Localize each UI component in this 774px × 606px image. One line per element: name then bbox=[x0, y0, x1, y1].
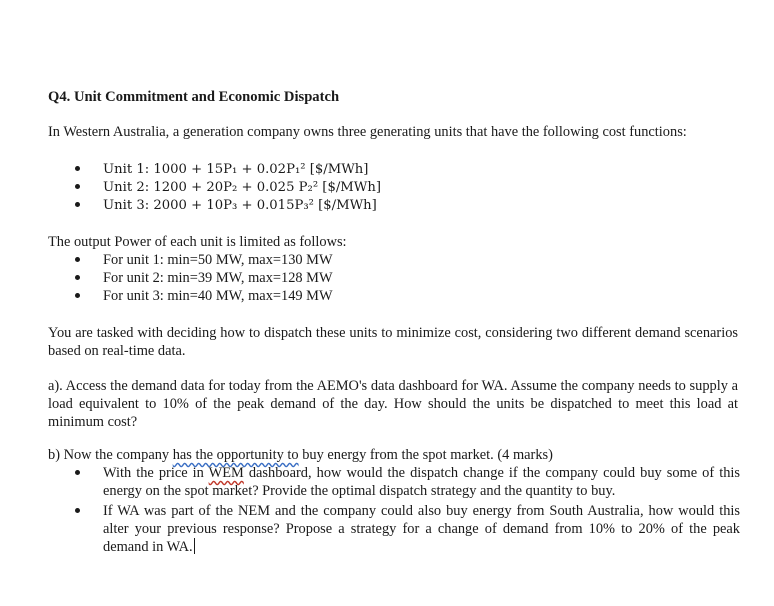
bullet-icon bbox=[75, 202, 80, 207]
cost-function-unit-2: Unit 2: 1200 + 20P₂ + 0.025 P₂² [$/MWh] bbox=[103, 180, 381, 195]
list-item bbox=[0, 160, 743, 178]
bullet-icon bbox=[75, 293, 80, 298]
list-item bbox=[0, 287, 743, 305]
spelling-flag: WEM bbox=[208, 465, 244, 481]
list-item: With the price in WEM dashboard, how would the dispatch change if the company could buy some of this energy on the spot market? Provide the optimal dispatch strategy and the quantity to buy. bbox=[0, 464, 743, 500]
limit-unit-2: For unit 2: min=39 MW, max=128 MW bbox=[103, 270, 333, 286]
bullet-icon bbox=[75, 184, 80, 189]
bullet-icon bbox=[75, 257, 80, 262]
cost-function-unit-1: Unit 1: 1000 + 15P₁ + 0.02P₁² [$/MWh] bbox=[103, 162, 369, 177]
task-paragraph: You are tasked with deciding how to dispatch these units to minimize cost, considering two different demand scenarios based on real-time data. bbox=[48, 325, 738, 359]
cost-function-unit-3: Unit 3: 2000 + 10P₃ + 0.015P₃² [$/MWh] bbox=[103, 198, 377, 213]
bullet-icon bbox=[75, 166, 80, 171]
bullet-icon bbox=[75, 508, 80, 513]
limits-list bbox=[0, 251, 774, 305]
cost-function-list bbox=[0, 160, 774, 214]
list-item bbox=[0, 251, 743, 269]
part-b-list bbox=[0, 464, 774, 558]
grammar-flag: has the opportunity to bbox=[172, 447, 299, 463]
bullet-icon bbox=[75, 275, 80, 280]
limit-unit-3: For unit 3: min=40 MW, max=149 MW bbox=[103, 288, 333, 304]
list-item bbox=[0, 178, 743, 196]
question-title: Q4. Unit Commitment and Economic Dispatch bbox=[48, 89, 340, 105]
limits-intro: The output Power of each unit is limited as follows: bbox=[48, 234, 347, 250]
list-item bbox=[0, 269, 743, 287]
text-cursor bbox=[194, 538, 195, 554]
limit-unit-1: For unit 1: min=50 MW, max=130 MW bbox=[103, 252, 333, 268]
intro-paragraph: In Western Australia, a generation company owns three generating units that have the following cost functions: bbox=[48, 124, 687, 140]
part-b-heading: b) Now the company has the opportunity to buy energy from the spot market. (4 marks) bbox=[48, 447, 553, 463]
list-item: If WA was part of the NEM and the company could also buy energy from South Australia, how would this alter your previous response? Propose a strategy for a change of demand from 10% to 20% of the peak demand in WA. bbox=[0, 502, 743, 556]
list-item bbox=[0, 196, 743, 214]
bullet-icon bbox=[75, 470, 80, 475]
part-a-paragraph: a). Access the demand data for today from the AEMO's data dashboard for WA. Assume the company needs to supply a load equivalent to 10% of the peak demand of the day. How should the units be dispatched to meet this load at minimum cost? bbox=[48, 378, 738, 430]
